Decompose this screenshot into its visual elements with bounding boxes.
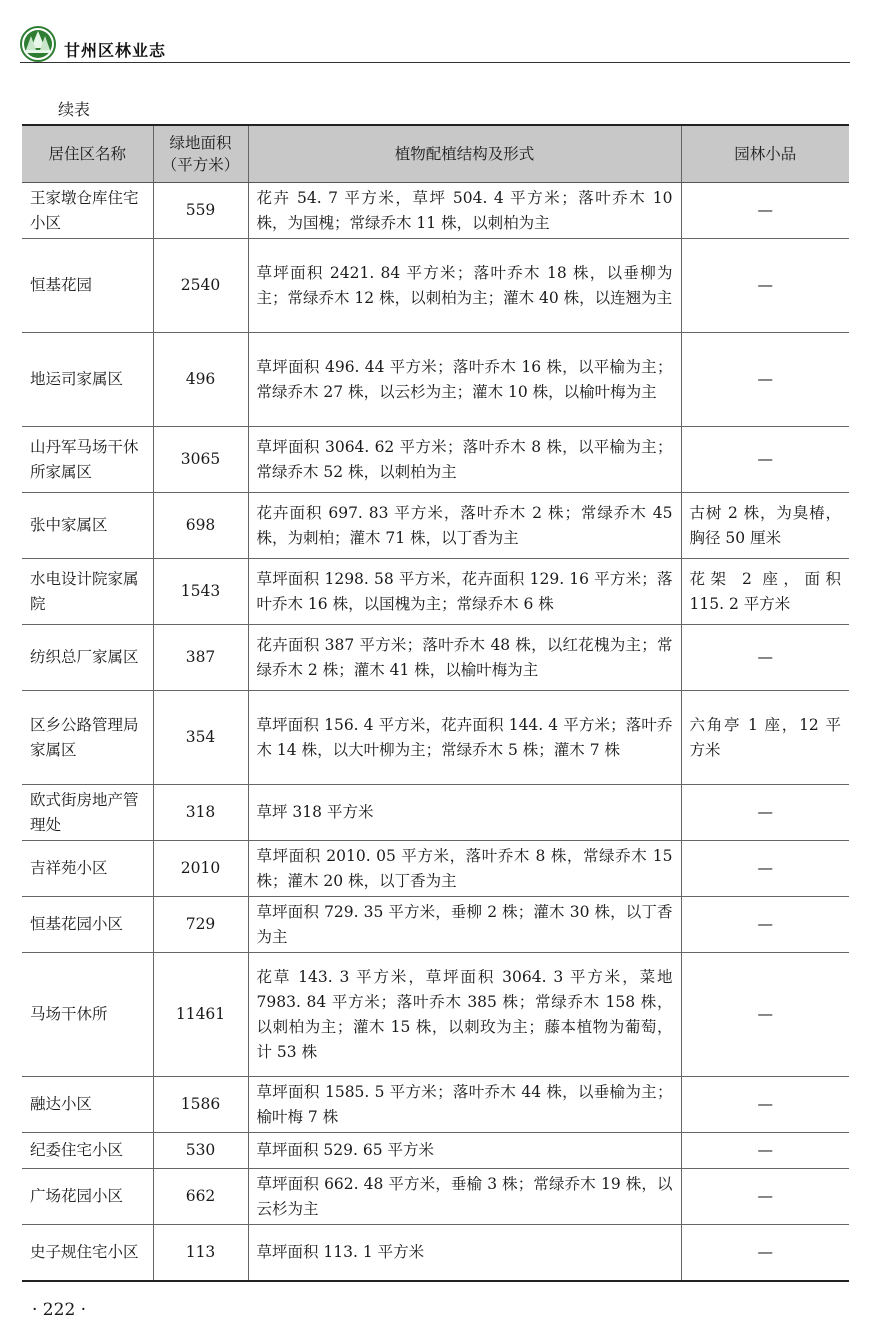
green-space-table xyxy=(22,124,849,1282)
cell-items: 花架 2 座，面积 115. 2 平方米 xyxy=(681,559,849,625)
table-row xyxy=(22,625,849,691)
cell-name: 恒基花园小区 xyxy=(22,897,153,953)
cell-plants: 花卉面积 697. 83 平方米，落叶乔木 2 株；常绿乔木 45 株，为刺柏；灌木 71 株，以丁香为主 xyxy=(248,493,681,559)
cell-plants: 草坪面积 3064. 62 平方米；落叶乔木 8 株，以平榆为主；常绿乔木 52 株，以刺柏为主 xyxy=(248,427,681,493)
cell-items: — xyxy=(681,333,849,427)
cell-plants: 草坪面积 156. 4 平方米，花卉面积 144. 4 平方米；落叶乔木 14 株，以大叶柳为主；常绿乔木 5 株；灌木 7 株 xyxy=(248,691,681,785)
header-divider xyxy=(20,62,850,63)
cell-area: 662 xyxy=(153,1169,248,1225)
cell-area: 318 xyxy=(153,785,248,841)
table-row xyxy=(22,493,849,559)
table-row xyxy=(22,841,849,897)
table-row xyxy=(22,559,849,625)
cell-plants: 草坪面积 529. 65 平方米 xyxy=(248,1133,681,1169)
cell-items: — xyxy=(681,625,849,691)
cell-area: 113 xyxy=(153,1225,248,1281)
col-header-items: 园林小品 xyxy=(681,125,849,183)
cell-items: — xyxy=(681,841,849,897)
cell-plants: 草坪面积 1585. 5 平方米；落叶乔木 44 株，以垂榆为主；榆叶梅 7 株 xyxy=(248,1077,681,1133)
cell-name: 王家墩仓库住宅小区 xyxy=(22,183,153,239)
cell-items: — xyxy=(681,1169,849,1225)
cell-name: 马场干休所 xyxy=(22,953,153,1077)
table-row xyxy=(22,1077,849,1133)
cell-name: 吉祥苑小区 xyxy=(22,841,153,897)
cell-area: 1543 xyxy=(153,559,248,625)
table-row xyxy=(22,1169,849,1225)
cell-plants: 草坪面积 662. 48 平方米，垂榆 3 株；常绿乔木 19 株，以云杉为主 xyxy=(248,1169,681,1225)
book-title: 甘州区林业志 xyxy=(64,41,167,60)
table-row xyxy=(22,333,849,427)
cell-items: — xyxy=(681,427,849,493)
cell-items: 六角亭 1 座，12 平方米 xyxy=(681,691,849,785)
continued-label: 续表 xyxy=(58,100,91,119)
cell-name: 张中家属区 xyxy=(22,493,153,559)
table-header-row xyxy=(22,125,849,183)
cell-items: — xyxy=(681,239,849,333)
cell-items: 古树 2 株，为臭椿，胸径 50 厘米 xyxy=(681,493,849,559)
cell-name: 水电设计院家属院 xyxy=(22,559,153,625)
cell-area: 698 xyxy=(153,493,248,559)
cell-area: 387 xyxy=(153,625,248,691)
cell-items: — xyxy=(681,785,849,841)
page-number: · 222 · xyxy=(32,1300,87,1320)
cell-name: 恒基花园 xyxy=(22,239,153,333)
cell-area: 496 xyxy=(153,333,248,427)
table-row xyxy=(22,183,849,239)
cell-name: 融达小区 xyxy=(22,1077,153,1133)
cell-name: 纪委住宅小区 xyxy=(22,1133,153,1169)
cell-plants: 草坪 318 平方米 xyxy=(248,785,681,841)
col-header-area-text: 绿地面积 （平方米） xyxy=(161,134,240,174)
cell-name: 纺织总厂家属区 xyxy=(22,625,153,691)
cell-area: 354 xyxy=(153,691,248,785)
forest-logo-icon xyxy=(20,26,56,62)
table-row xyxy=(22,691,849,785)
cell-area: 11461 xyxy=(153,953,248,1077)
cell-area: 1586 xyxy=(153,1077,248,1133)
table-row xyxy=(22,1225,849,1281)
col-header-plants: 植物配植结构及形式 xyxy=(248,125,681,183)
cell-items: — xyxy=(681,1133,849,1169)
cell-plants: 草坪面积 729. 35 平方米，垂柳 2 株；灌木 30 株，以丁香为主 xyxy=(248,897,681,953)
table-row xyxy=(22,785,849,841)
cell-items: — xyxy=(681,183,849,239)
cell-name: 史子规住宅小区 xyxy=(22,1225,153,1281)
page-header xyxy=(20,26,850,62)
cell-area: 2010 xyxy=(153,841,248,897)
table-row xyxy=(22,953,849,1077)
cell-name: 广场花园小区 xyxy=(22,1169,153,1225)
cell-items: — xyxy=(681,897,849,953)
cell-plants: 草坪面积 113. 1 平方米 xyxy=(248,1225,681,1281)
cell-name: 地运司家属区 xyxy=(22,333,153,427)
cell-items: — xyxy=(681,1077,849,1133)
cell-plants: 花卉面积 387 平方米；落叶乔木 48 株，以红花槐为主；常绿乔木 2 株；灌木 41 株，以榆叶梅为主 xyxy=(248,625,681,691)
cell-area: 530 xyxy=(153,1133,248,1169)
cell-area: 3065 xyxy=(153,427,248,493)
cell-items: — xyxy=(681,953,849,1077)
cell-area: 559 xyxy=(153,183,248,239)
cell-plants: 草坪面积 2010. 05 平方米，落叶乔木 8 株，常绿乔木 15 株；灌木 20 株，以丁香为主 xyxy=(248,841,681,897)
cell-plants: 草坪面积 1298. 58 平方米，花卉面积 129. 16 平方米；落叶乔木 16 株，以国槐为主；常绿乔木 6 株 xyxy=(248,559,681,625)
cell-plants: 花草 143. 3 平方米，草坪面积 3064. 3 平方米，菜地 7983. 84 平方米；落叶乔木 385 株；常绿乔木 158 株，以刺柏为主；灌木 15 株，以刺玫为主；藤本植物为葡萄，计 53 株 xyxy=(248,953,681,1077)
cell-name: 欧式街房地产管理处 xyxy=(22,785,153,841)
cell-items: — xyxy=(681,1225,849,1281)
table-row xyxy=(22,239,849,333)
col-header-name: 居住区名称 xyxy=(22,125,153,183)
table-row xyxy=(22,897,849,953)
cell-area: 2540 xyxy=(153,239,248,333)
cell-area: 729 xyxy=(153,897,248,953)
cell-plants: 草坪面积 496. 44 平方米；落叶乔木 16 株，以平榆为主；常绿乔木 27 株，以云杉为主；灌木 10 株，以榆叶梅为主 xyxy=(248,333,681,427)
table-row xyxy=(22,427,849,493)
cell-plants: 草坪面积 2421. 84 平方米；落叶乔木 18 株，以垂柳为主；常绿乔木 12 株，以刺柏为主；灌木 40 株，以连翘为主 xyxy=(248,239,681,333)
table-row xyxy=(22,1133,849,1169)
cell-name: 山丹军马场干休所家属区 xyxy=(22,427,153,493)
col-header-area xyxy=(153,125,248,183)
cell-plants: 花卉 54. 7 平方米，草坪 504. 4 平方米；落叶乔木 10 株，为国槐；常绿乔木 11 株，以刺柏为主 xyxy=(248,183,681,239)
cell-name: 区乡公路管理局家属区 xyxy=(22,691,153,785)
